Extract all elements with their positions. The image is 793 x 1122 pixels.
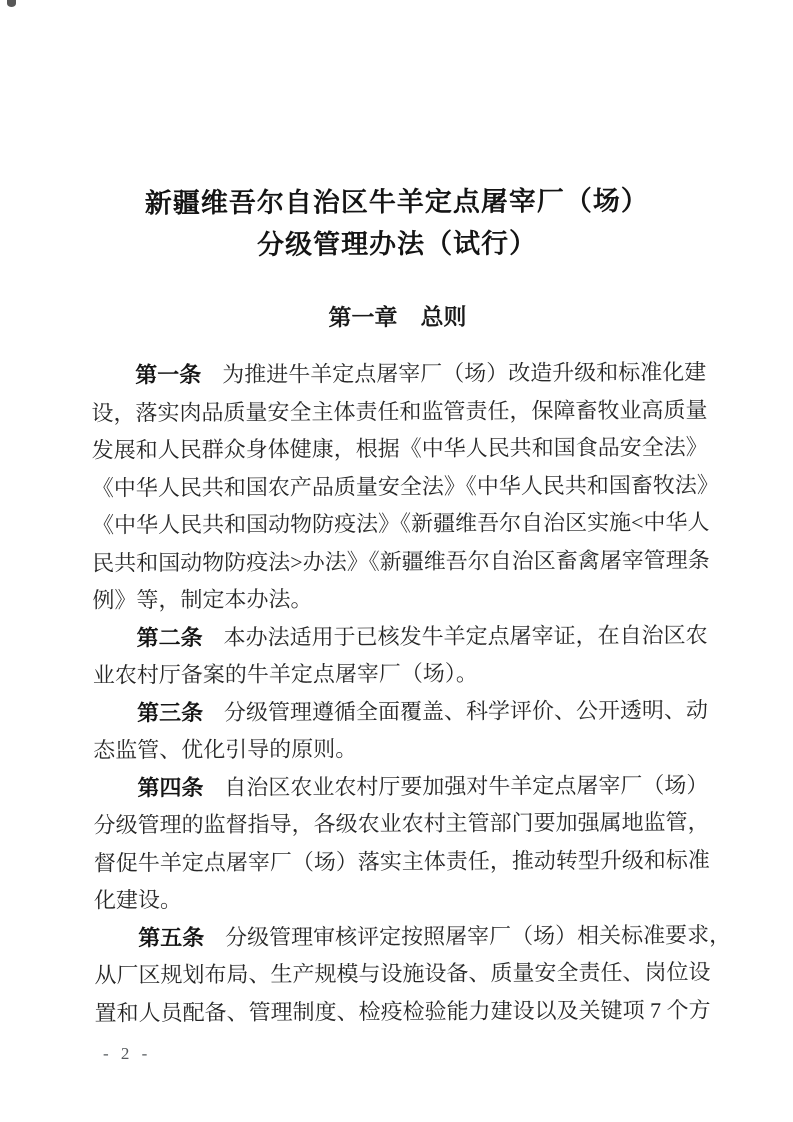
text-line: 态监管、优化引导的原则。 (93, 736, 358, 763)
text-line: 民共和国动物防疫法>办法》《新疆维吾尔自治区畜禽屠宰管理条 (92, 546, 710, 576)
text-line: 业农村厅备案的牛羊定点屠宰厂（场）。 (92, 660, 478, 688)
text-line: 督促牛羊定点屠宰厂（场）落实主体责任，推动转型升级和标准 (93, 846, 710, 876)
text-line: 化建设。 (93, 887, 183, 913)
paragraph (93, 766, 710, 919)
document-title-line-2: 分级管理办法（试行） (257, 228, 538, 260)
paragraph (94, 916, 732, 1032)
text-line: 设，落实肉品质量安全主体责任和监管责任，保障畜牧业高质量 (91, 396, 708, 426)
article-first-line-text: 分级管理遵循全面覆盖、科学评价、公开透明、动 (223, 696, 709, 725)
text-line (91, 353, 707, 394)
article-first-line-text: 本办法适用于已核发牛羊定点屠宰证，在自治区农 (223, 621, 708, 650)
article-label: 第四条 (137, 774, 204, 800)
paragraph (93, 616, 706, 694)
text-line: 《中华人民共和国农产品质量安全法》《中华人民共和国畜牧法》 (91, 471, 719, 501)
document-title (89, 0, 703, 267)
article-first-line-text: 自治区农业农村厅要加强对牛羊定点屠宰厂（场） (224, 771, 709, 800)
text-line: 发展和人民群众身体健康，根据《中华人民共和国食品安全法》 (91, 434, 708, 463)
article-first-line-text: 分级管理审核评定按照屠宰厂（场）相关标准要求， (225, 921, 732, 950)
text-line (93, 691, 709, 732)
article-label: 第一条 (135, 362, 202, 388)
article-label: 第五条 (138, 924, 205, 950)
body-paragraphs (91, 353, 732, 1031)
document-content (89, 0, 732, 1032)
text-line (93, 766, 709, 807)
text-line: 置和人员配备、管理制度、检疫检验能力建设以及关键项 7 个方 (94, 996, 711, 1026)
text-line: 《中华人民共和国动物防疫法》《新疆维吾尔自治区实施<中华人 (91, 509, 710, 538)
article-first-line-text: 为推进牛羊定点屠宰厂（场）改造升级和标准化建 (222, 359, 707, 387)
text-line: 例》等，制定本办法。 (92, 586, 313, 613)
text-line (94, 916, 732, 957)
text-line: 分级管理的监督指导，各级农业农村主管部门要加强属地监管， (93, 809, 710, 838)
text-line (93, 616, 706, 657)
scan-artifact (7, 0, 16, 7)
text-line: 从厂区规划布局、生产规模与设施设备、质量安全责任、岗位设 (94, 959, 711, 988)
chapter-heading: 第一章 总则 (328, 304, 467, 331)
article-label: 第三条 (136, 699, 204, 725)
paragraph (93, 691, 709, 769)
paragraph (91, 353, 719, 619)
page-number: - 2 - (103, 1044, 152, 1063)
article-label: 第二条 (136, 624, 203, 650)
document-title-line-1: 新疆维吾尔自治区牛羊定点屠宰厂（场） (144, 185, 649, 219)
